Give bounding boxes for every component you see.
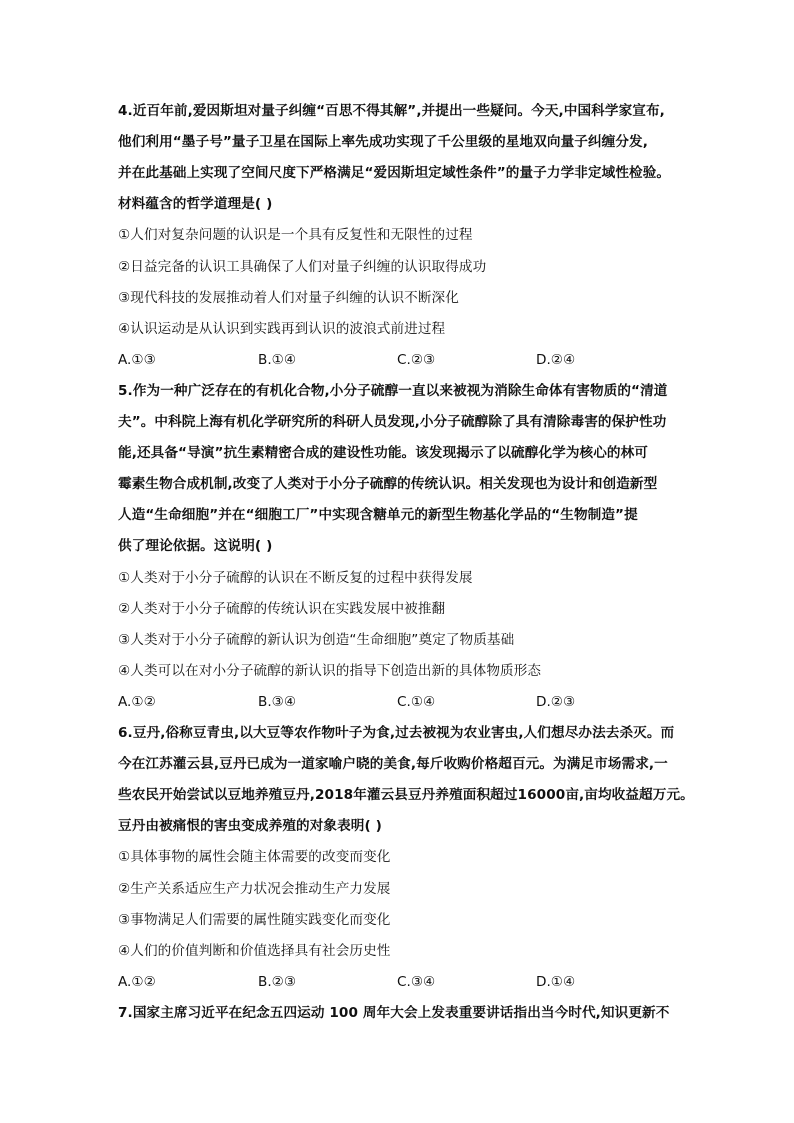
question-stem-line: 能,还具备“导演”抗生素精密合成的建设性功能。该发现揭示了以硫醇化学为核心的林可 (118, 445, 648, 462)
answer-choice: B.①④ (258, 351, 297, 368)
question-option: ①人们对复杂问题的认识是一个具有反复性和无限性的过程 (118, 227, 473, 244)
question-stem-line: 些农民开始尝试以豆地养殖豆丹,2018年灌云县豆丹养殖面积超过16000亩,亩均收益超万元。 (118, 787, 694, 804)
question-option: ③现代科技的发展推动着人们对量子纠缠的认识不断深化 (118, 289, 459, 306)
answer-choice: C.②③ (397, 351, 436, 368)
question-stem-line: 5.作为一种广泛存在的有机化合物,小分子硫醇一直以来被视为消除生命体有害物质的“清道 (118, 382, 668, 399)
question-stem-line: 并在此基础上实现了空间尺度下严格满足“爱因斯坦定域性条件”的量子力学非定域性检验。 (118, 165, 671, 182)
question-option: ②人类对于小分子硫醇的传统认识在实践发展中被推翻 (118, 600, 446, 617)
question-option: ③人类对于小分子硫醇的新认识为创造“生命细胞”奠定了物质基础 (118, 631, 515, 648)
question-stem-line: 供了理论依据。这说明( ) (118, 538, 273, 555)
question-option: ①具体事物的属性会随主体需要的改变而变化 (118, 849, 391, 866)
question-option: ④人类可以在对小分子硫醇的新认识的指导下创造出新的具体物质形态 (118, 662, 542, 679)
question-stem-line: 6.豆丹,俗称豆青虫,以大豆等农作物叶子为食,过去被视为农业害虫,人们想尽办法去杀灭。而 (118, 725, 675, 741)
answer-choices (118, 692, 688, 712)
question-stem-line: 4.近百年前,爱因斯坦对量子纠缠“百思不得其解”,并提出一些疑问。今天,中国科学家宣布, (118, 103, 665, 119)
answer-choice: C.①④ (397, 693, 436, 710)
question-option: ②生产关系适应生产力状况会推动生产力发展 (118, 880, 391, 897)
answer-choice: D.①④ (536, 973, 576, 990)
answer-choice: A.①② (118, 693, 156, 710)
question-stem-line: 霉素生物合成机制,改变了人类对于小分子硫醇的传统认识。相关发现也为设计和创造新型 (118, 476, 658, 493)
answer-choice: D.②④ (536, 351, 576, 368)
question-stem-line: 人造“生命细胞”并在“细胞工厂”中实现含糖单元的新型生物基化学品的“生物制造”提 (118, 507, 638, 524)
answer-choice: A.①② (118, 973, 156, 990)
question-option: ②日益完备的认识工具确保了人们对量子纠缠的认识取得成功 (118, 258, 487, 275)
answer-choice: B.③④ (258, 693, 297, 710)
answer-choice: C.③④ (397, 973, 436, 990)
question-stem-line: 今在江苏灌云县,豆丹已成为一道家喻户晓的美食,每斤收购价格超百元。为满足市场需求,一 (118, 756, 668, 773)
answer-choice: A.①③ (118, 351, 156, 368)
question-stem-line: 夫”。中科院上海有机化学研究所的科研人员发现,小分子硫醇除了具有清除毒害的保护性功 (118, 414, 667, 430)
question-stem-line: 他们利用“墨子号”量子卫星在国际上率先成功实现了千公里级的星地双向量子纠缠分发, (118, 134, 648, 151)
question-option: ④认识运动是从认识到实践再到认识的波浪式前进过程 (118, 320, 446, 337)
question-option: ①人类对于小分子硫醇的认识在不断反复的过程中获得发展 (118, 569, 473, 586)
question-stem-line: 7.国家主席习近平在纪念五四运动 100 周年大会上发表重要讲话指出当今时代,知识更新不 (118, 1004, 670, 1021)
question-option: ③事物满足人们需要的属性随实践变化而变化 (118, 911, 391, 928)
answer-choices (118, 350, 688, 370)
question-option: ④人们的价值判断和价值选择具有社会历史性 (118, 942, 391, 959)
question-stem-line: 豆丹由被痛恨的害虫变成养殖的对象表明( ) (118, 818, 382, 835)
answer-choices (118, 972, 688, 992)
answer-choice: D.②③ (536, 693, 576, 710)
question-stem-line: 材料蕴含的哲学道理是( ) (118, 196, 273, 213)
answer-choice: B.②③ (258, 973, 297, 990)
